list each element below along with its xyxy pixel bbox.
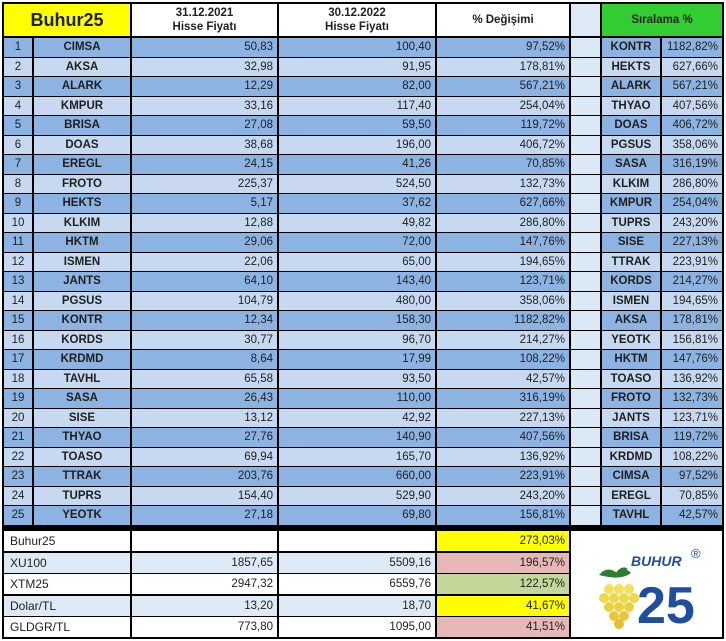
row-change: 407,56% bbox=[437, 428, 569, 447]
summary-change: 41,51% bbox=[437, 617, 569, 637]
row-price-2022: 96,70 bbox=[279, 331, 435, 350]
rank-change: 194,65% bbox=[662, 292, 722, 311]
row-number: 14 bbox=[4, 292, 32, 311]
row-change: 132,73% bbox=[437, 175, 569, 194]
logo-box bbox=[571, 531, 722, 637]
rank-change: 227,13% bbox=[662, 233, 722, 252]
row-number: 8 bbox=[4, 175, 32, 194]
row-price-2022: 49,82 bbox=[279, 214, 435, 233]
row-gap bbox=[571, 331, 600, 350]
header-change bbox=[437, 4, 569, 36]
row-change: 358,06% bbox=[437, 292, 569, 311]
rank-ticker: SASA bbox=[602, 155, 660, 174]
rank-change: 123,71% bbox=[662, 409, 722, 428]
row-ticker: YEOTK bbox=[34, 506, 130, 525]
row-price-2021: 30,77 bbox=[132, 331, 277, 350]
row-number: 18 bbox=[4, 370, 32, 389]
rank-ticker: AKSA bbox=[602, 311, 660, 330]
row-gap bbox=[571, 448, 600, 467]
row-price-2021: 12,34 bbox=[132, 311, 277, 330]
row-ticker: KMPUR bbox=[34, 97, 130, 116]
row-gap bbox=[571, 116, 600, 135]
row-number: 13 bbox=[4, 272, 32, 291]
row-ticker: HEKTS bbox=[34, 194, 130, 213]
row-number: 6 bbox=[4, 136, 32, 155]
row-price-2021: 27,76 bbox=[132, 428, 277, 447]
row-price-2022: 140,90 bbox=[279, 428, 435, 447]
row-price-2021: 12,88 bbox=[132, 214, 277, 233]
row-price-2021: 38,68 bbox=[132, 136, 277, 155]
header-gap bbox=[571, 4, 600, 36]
row-price-2021: 32,98 bbox=[132, 58, 277, 77]
row-number: 10 bbox=[4, 214, 32, 233]
change-label: % Değişimi bbox=[472, 14, 534, 26]
row-price-2021: 65,58 bbox=[132, 370, 277, 389]
row-price-2022: 117,40 bbox=[279, 97, 435, 116]
row-gap bbox=[571, 136, 600, 155]
row-ticker: TAVHL bbox=[34, 370, 130, 389]
rank-change: 178,81% bbox=[662, 311, 722, 330]
row-ticker: ALARK bbox=[34, 77, 130, 96]
summary-price-2021: 13,20 bbox=[132, 596, 277, 616]
row-number: 7 bbox=[4, 155, 32, 174]
rank-change: 254,04% bbox=[662, 194, 722, 213]
rank-ticker: TUPRS bbox=[602, 214, 660, 233]
row-number: 23 bbox=[4, 467, 32, 486]
summary-label: XTM25 bbox=[4, 574, 130, 594]
row-price-2021: 50,83 bbox=[132, 38, 277, 57]
row-change: 119,72% bbox=[437, 116, 569, 135]
row-change: 178,81% bbox=[437, 58, 569, 77]
rank-ticker: KRDMD bbox=[602, 448, 660, 467]
summary-price-2022: 18,70 bbox=[279, 596, 435, 616]
rank-ticker: KLKIM bbox=[602, 175, 660, 194]
grape-cluster-icon bbox=[599, 569, 639, 630]
row-price-2022: 69,80 bbox=[279, 506, 435, 525]
row-price-2022: 17,99 bbox=[279, 350, 435, 369]
row-change: 136,92% bbox=[437, 448, 569, 467]
rank-ticker: KONTR bbox=[602, 38, 660, 57]
rank-change: 132,73% bbox=[662, 389, 722, 408]
row-price-2021: 27,08 bbox=[132, 116, 277, 135]
row-number: 22 bbox=[4, 448, 32, 467]
row-price-2022: 196,00 bbox=[279, 136, 435, 155]
row-ticker: KORDS bbox=[34, 331, 130, 350]
row-number: 15 bbox=[4, 311, 32, 330]
row-number: 5 bbox=[4, 116, 32, 135]
row-change: 42,57% bbox=[437, 370, 569, 389]
summary-price-2022: 6559,76 bbox=[279, 574, 435, 594]
row-change: 147,76% bbox=[437, 233, 569, 252]
row-price-2021: 24,15 bbox=[132, 155, 277, 174]
row-price-2021: 8,64 bbox=[132, 350, 277, 369]
row-number: 25 bbox=[4, 506, 32, 525]
row-ticker: AKSA bbox=[34, 58, 130, 77]
rank-change: 406,72% bbox=[662, 116, 722, 135]
rank-ticker: TTRAK bbox=[602, 253, 660, 272]
row-change: 70,85% bbox=[437, 155, 569, 174]
row-ticker: THYAO bbox=[34, 428, 130, 447]
row-gap bbox=[571, 233, 600, 252]
row-change: 1182,82% bbox=[437, 311, 569, 330]
rank-ticker: JANTS bbox=[602, 409, 660, 428]
row-gap bbox=[571, 38, 600, 57]
row-gap bbox=[571, 487, 600, 506]
row-gap bbox=[571, 467, 600, 486]
row-ticker: FROTO bbox=[34, 175, 130, 194]
rank-change: 407,56% bbox=[662, 97, 722, 116]
row-gap bbox=[571, 389, 600, 408]
row-ticker: TOASO bbox=[34, 448, 130, 467]
row-price-2021: 13,12 bbox=[132, 409, 277, 428]
rank-ticker: ISMEN bbox=[602, 292, 660, 311]
row-ticker: HKTM bbox=[34, 233, 130, 252]
row-price-2022: 72,00 bbox=[279, 233, 435, 252]
row-gap bbox=[571, 370, 600, 389]
rank-change: 119,72% bbox=[662, 428, 722, 447]
summary-label: XU100 bbox=[4, 553, 130, 573]
row-change: 567,21% bbox=[437, 77, 569, 96]
row-number: 9 bbox=[4, 194, 32, 213]
rank-ticker: HKTM bbox=[602, 350, 660, 369]
rank-ticker: TAVHL bbox=[602, 506, 660, 525]
logo-registered: ® bbox=[691, 546, 701, 561]
header-date-2021 bbox=[132, 4, 277, 36]
rank-change: 147,76% bbox=[662, 350, 722, 369]
row-change: 108,22% bbox=[437, 350, 569, 369]
summary-change: 273,03% bbox=[437, 531, 569, 551]
rank-change: 358,06% bbox=[662, 136, 722, 155]
row-gap bbox=[571, 311, 600, 330]
row-ticker: TUPRS bbox=[34, 487, 130, 506]
rank-change: 286,80% bbox=[662, 175, 722, 194]
row-ticker: DOAS bbox=[34, 136, 130, 155]
row-gap bbox=[571, 175, 600, 194]
summary-change: 41,67% bbox=[437, 596, 569, 616]
row-price-2022: 158,30 bbox=[279, 311, 435, 330]
row-change: 223,91% bbox=[437, 467, 569, 486]
row-price-2022: 110,00 bbox=[279, 389, 435, 408]
rank-ticker: FROTO bbox=[602, 389, 660, 408]
row-price-2022: 165,70 bbox=[279, 448, 435, 467]
summary-price-2022: 1095,00 bbox=[279, 617, 435, 637]
row-price-2022: 59,50 bbox=[279, 116, 435, 135]
row-price-2022: 100,40 bbox=[279, 38, 435, 57]
row-number: 3 bbox=[4, 77, 32, 96]
rank-change: 70,85% bbox=[662, 487, 722, 506]
table-title: Buhur25 bbox=[4, 4, 130, 36]
rank-change: 627,66% bbox=[662, 58, 722, 77]
row-price-2022: 660,00 bbox=[279, 467, 435, 486]
row-change: 123,71% bbox=[437, 272, 569, 291]
rank-change: 567,21% bbox=[662, 77, 722, 96]
buhur25-logo bbox=[571, 531, 722, 637]
row-price-2021: 225,37 bbox=[132, 175, 277, 194]
summary-price-2022: 5509,16 bbox=[279, 553, 435, 573]
row-gap bbox=[571, 428, 600, 447]
rank-change: 223,91% bbox=[662, 253, 722, 272]
row-price-2021: 203,76 bbox=[132, 467, 277, 486]
row-price-2021: 154,40 bbox=[132, 487, 277, 506]
rank-ticker: KMPUR bbox=[602, 194, 660, 213]
summary-label: GLDGR/TL bbox=[4, 617, 130, 637]
row-change: 194,65% bbox=[437, 253, 569, 272]
row-price-2021: 27,18 bbox=[132, 506, 277, 525]
logo-text-25: 25 bbox=[637, 577, 695, 635]
row-price-2021: 26,43 bbox=[132, 389, 277, 408]
row-price-2022: 524,50 bbox=[279, 175, 435, 194]
row-price-2021: 5,17 bbox=[132, 194, 277, 213]
row-gap bbox=[571, 506, 600, 525]
price-label-2021: Hisse Fiyatı bbox=[172, 21, 237, 33]
row-ticker: CIMSA bbox=[34, 38, 130, 57]
row-change: 286,80% bbox=[437, 214, 569, 233]
row-price-2022: 529,90 bbox=[279, 487, 435, 506]
summary-price-2022 bbox=[279, 531, 435, 551]
row-price-2021: 12,29 bbox=[132, 77, 277, 96]
rank-change: 136,92% bbox=[662, 370, 722, 389]
date-2022: 30.12.2022 bbox=[328, 7, 386, 19]
rank-change: 108,22% bbox=[662, 448, 722, 467]
summary-price-2021 bbox=[132, 531, 277, 551]
summary-price-2021: 2947,32 bbox=[132, 574, 277, 594]
row-gap bbox=[571, 214, 600, 233]
row-ticker: PGSUS bbox=[34, 292, 130, 311]
row-gap bbox=[571, 58, 600, 77]
rank-ticker: SISE bbox=[602, 233, 660, 252]
row-price-2022: 42,92 bbox=[279, 409, 435, 428]
row-price-2021: 69,94 bbox=[132, 448, 277, 467]
row-ticker: ISMEN bbox=[34, 253, 130, 272]
header-date-2022 bbox=[279, 4, 435, 36]
stock-performance-table bbox=[2, 2, 724, 639]
row-ticker: EREGL bbox=[34, 155, 130, 174]
rank-ticker: PGSUS bbox=[602, 136, 660, 155]
rank-ticker: DOAS bbox=[602, 116, 660, 135]
row-ticker: JANTS bbox=[34, 272, 130, 291]
row-number: 2 bbox=[4, 58, 32, 77]
row-price-2022: 37,62 bbox=[279, 194, 435, 213]
summary-price-2021: 1857,65 bbox=[132, 553, 277, 573]
row-price-2021: 104,79 bbox=[132, 292, 277, 311]
row-ticker: TTRAK bbox=[34, 467, 130, 486]
rank-ticker: HEKTS bbox=[602, 58, 660, 77]
rank-ticker: KORDS bbox=[602, 272, 660, 291]
rank-ticker: CIMSA bbox=[602, 467, 660, 486]
rank-ticker: TOASO bbox=[602, 370, 660, 389]
row-price-2021: 64,10 bbox=[132, 272, 277, 291]
row-number: 4 bbox=[4, 97, 32, 116]
ranking-title: Sıralama % bbox=[602, 4, 722, 36]
rank-ticker: THYAO bbox=[602, 97, 660, 116]
rank-change: 42,57% bbox=[662, 506, 722, 525]
row-change: 243,20% bbox=[437, 487, 569, 506]
row-price-2022: 41,26 bbox=[279, 155, 435, 174]
row-number: 20 bbox=[4, 409, 32, 428]
row-gap bbox=[571, 350, 600, 369]
row-gap bbox=[571, 194, 600, 213]
row-gap bbox=[571, 77, 600, 96]
row-ticker: BRISA bbox=[34, 116, 130, 135]
row-gap bbox=[571, 97, 600, 116]
logo-text-buhur: BUHUR bbox=[631, 553, 682, 569]
summary-label: Dolar/TL bbox=[4, 596, 130, 616]
row-gap bbox=[571, 253, 600, 272]
price-label-2022: Hisse Fiyatı bbox=[325, 21, 389, 33]
row-price-2021: 22,06 bbox=[132, 253, 277, 272]
summary-change: 122,57% bbox=[437, 574, 569, 594]
rank-change: 214,27% bbox=[662, 272, 722, 291]
summary-label: Buhur25 bbox=[4, 531, 130, 551]
summary-change: 196,57% bbox=[437, 553, 569, 573]
rank-change: 1182,82% bbox=[662, 38, 722, 57]
rank-ticker: YEOTK bbox=[602, 331, 660, 350]
date-2021: 31.12.2021 bbox=[175, 7, 234, 19]
row-change: 214,27% bbox=[437, 331, 569, 350]
row-ticker: KLKIM bbox=[34, 214, 130, 233]
row-number: 16 bbox=[4, 331, 32, 350]
row-change: 316,19% bbox=[437, 389, 569, 408]
row-gap bbox=[571, 155, 600, 174]
row-change: 227,13% bbox=[437, 409, 569, 428]
row-price-2022: 480,00 bbox=[279, 292, 435, 311]
rank-ticker: BRISA bbox=[602, 428, 660, 447]
row-number: 21 bbox=[4, 428, 32, 447]
row-change: 627,66% bbox=[437, 194, 569, 213]
row-change: 97,52% bbox=[437, 38, 569, 57]
row-number: 17 bbox=[4, 350, 32, 369]
row-number: 19 bbox=[4, 389, 32, 408]
row-gap bbox=[571, 272, 600, 291]
row-ticker: KRDMD bbox=[34, 350, 130, 369]
row-gap bbox=[571, 409, 600, 428]
row-price-2022: 143,40 bbox=[279, 272, 435, 291]
rank-ticker: ALARK bbox=[602, 77, 660, 96]
row-price-2022: 82,00 bbox=[279, 77, 435, 96]
summary-price-2021: 773,80 bbox=[132, 617, 277, 637]
row-number: 11 bbox=[4, 233, 32, 252]
row-number: 1 bbox=[4, 38, 32, 57]
row-price-2021: 33,16 bbox=[132, 97, 277, 116]
row-ticker: SASA bbox=[34, 389, 130, 408]
row-number: 12 bbox=[4, 253, 32, 272]
row-change: 406,72% bbox=[437, 136, 569, 155]
row-price-2022: 91,95 bbox=[279, 58, 435, 77]
row-ticker: SISE bbox=[34, 409, 130, 428]
row-change: 254,04% bbox=[437, 97, 569, 116]
row-number: 24 bbox=[4, 487, 32, 506]
row-ticker: KONTR bbox=[34, 311, 130, 330]
row-price-2022: 93,50 bbox=[279, 370, 435, 389]
rank-change: 243,20% bbox=[662, 214, 722, 233]
rank-change: 97,52% bbox=[662, 467, 722, 486]
row-price-2021: 29,06 bbox=[132, 233, 277, 252]
row-gap bbox=[571, 292, 600, 311]
row-change: 156,81% bbox=[437, 506, 569, 525]
row-price-2022: 65,00 bbox=[279, 253, 435, 272]
rank-change: 316,19% bbox=[662, 155, 722, 174]
rank-change: 156,81% bbox=[662, 331, 722, 350]
rank-ticker: EREGL bbox=[602, 487, 660, 506]
